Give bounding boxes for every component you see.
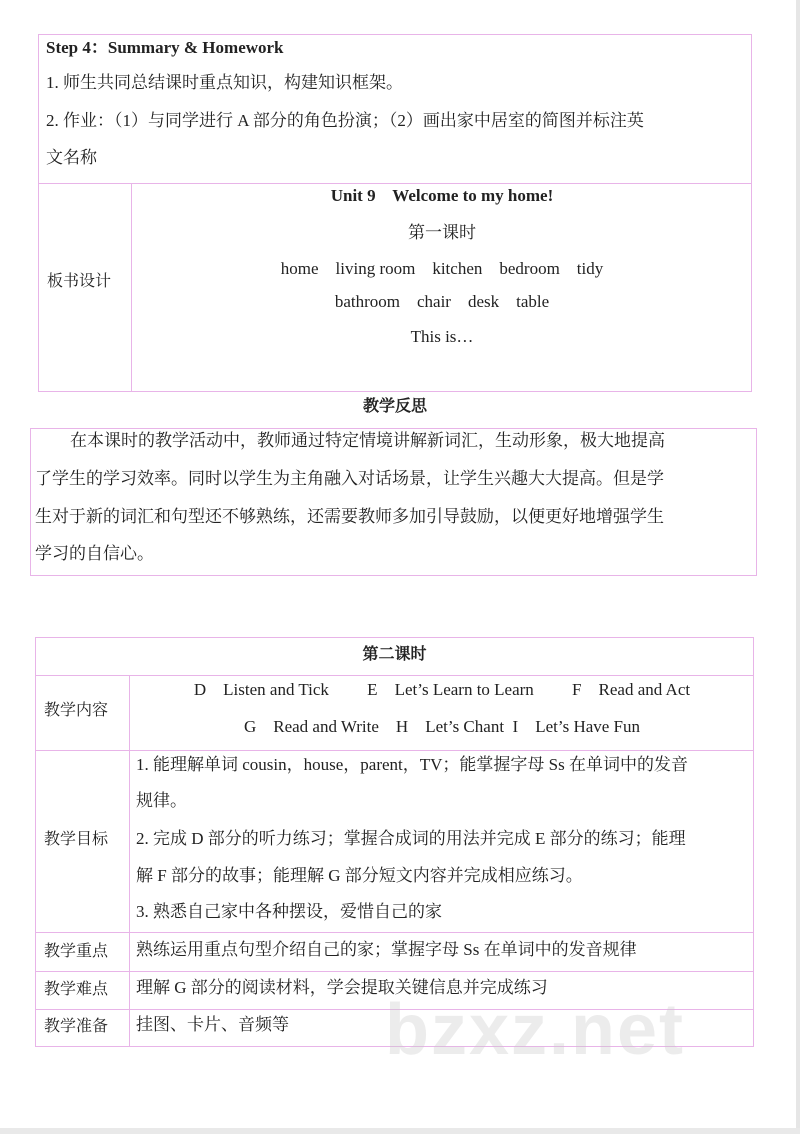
key-points-text: 熟练运用重点句型介绍自己的家；掌握字母 Ss 在单词中的发音规律	[136, 940, 637, 959]
board-words-line-2: bathroom chair desk table	[334, 292, 550, 311]
board-unit-title: Unit 9 Welcome to my home!	[330, 186, 554, 205]
board-lesson-label: 第一课时	[408, 223, 476, 242]
objective-line-5: 3. 熟悉自己家中各种摆设，爱惜自己的家	[136, 902, 442, 921]
page-edge	[796, 0, 800, 1130]
content-label: 教学内容	[44, 700, 109, 719]
table-row-divider	[38, 183, 752, 184]
objective-line-4: 解 F 部分的故事；能理解 G 部分短文内容并完成相应练习。	[136, 866, 583, 885]
board-sentence: This is…	[410, 327, 474, 346]
reflection-heading: 教学反思	[362, 396, 427, 415]
content-line-2: G Read and Write H Let’s Chant I Let’s Have Fun	[243, 717, 641, 736]
preparation-text: 挂图、卡片、音频等	[136, 1015, 289, 1034]
reflection-line-4: 学习的自信心。	[35, 544, 154, 563]
table-column-divider	[131, 183, 132, 392]
difficulties-label: 教学难点	[44, 979, 109, 998]
table-row-divider	[35, 971, 754, 972]
table-row-divider	[35, 932, 754, 933]
objective-line-3: 2. 完成 D 部分的听力练习；掌握合成词的用法并完成 E 部分的练习；能理	[136, 829, 686, 848]
objective-line-2: 规律。	[136, 791, 187, 810]
reflection-line-1: 在本课时的教学活动中，教师通过特定情境讲解新词汇，生动形象，极大地提高	[70, 431, 665, 450]
objective-line-1: 1. 能理解单词 cousin，house，parent，TV；能掌握字母 Ss 在单词中的发音	[136, 755, 689, 774]
watermark: bzxz.net	[385, 990, 686, 1070]
table-row-divider	[35, 675, 754, 676]
step4-item-1: 1. 师生共同总结课时重点知识，构建知识框架。	[46, 73, 403, 92]
reflection-line-3: 生对于新的词汇和句型还不够熟练，还需要教师多加引导鼓励，以便更好地增强学生	[35, 507, 664, 526]
board-design-label: 板书设计	[47, 271, 112, 290]
step4-item-2: 2. 作业：（1）与同学进行 A 部分的角色扮演；（2）画出家中居室的简图并标注英	[46, 111, 644, 130]
page-edge	[0, 1128, 800, 1134]
table-row-divider	[35, 750, 754, 751]
preparation-label: 教学准备	[44, 1016, 109, 1035]
board-words-line-1: home living room kitchen bedroom tidy	[280, 259, 604, 278]
difficulties-text: 理解 G 部分的阅读材料，学会提取关键信息并完成练习	[136, 978, 548, 997]
reflection-line-2: 了学生的学习效率。同时以学生为主角融入对话场景，让学生兴趣大大提高。但是学	[35, 469, 664, 488]
lesson2-title: 第二课时	[362, 644, 427, 663]
step4-title: Step 4：Summary & Homework	[46, 38, 284, 57]
content-line-1: D Listen and Tick E Let’s Learn to Learn F Read and Act	[193, 680, 691, 699]
key-points-label: 教学重点	[44, 941, 109, 960]
step4-item-2-cont: 文名称	[46, 148, 97, 167]
objectives-label: 教学目标	[44, 829, 109, 848]
